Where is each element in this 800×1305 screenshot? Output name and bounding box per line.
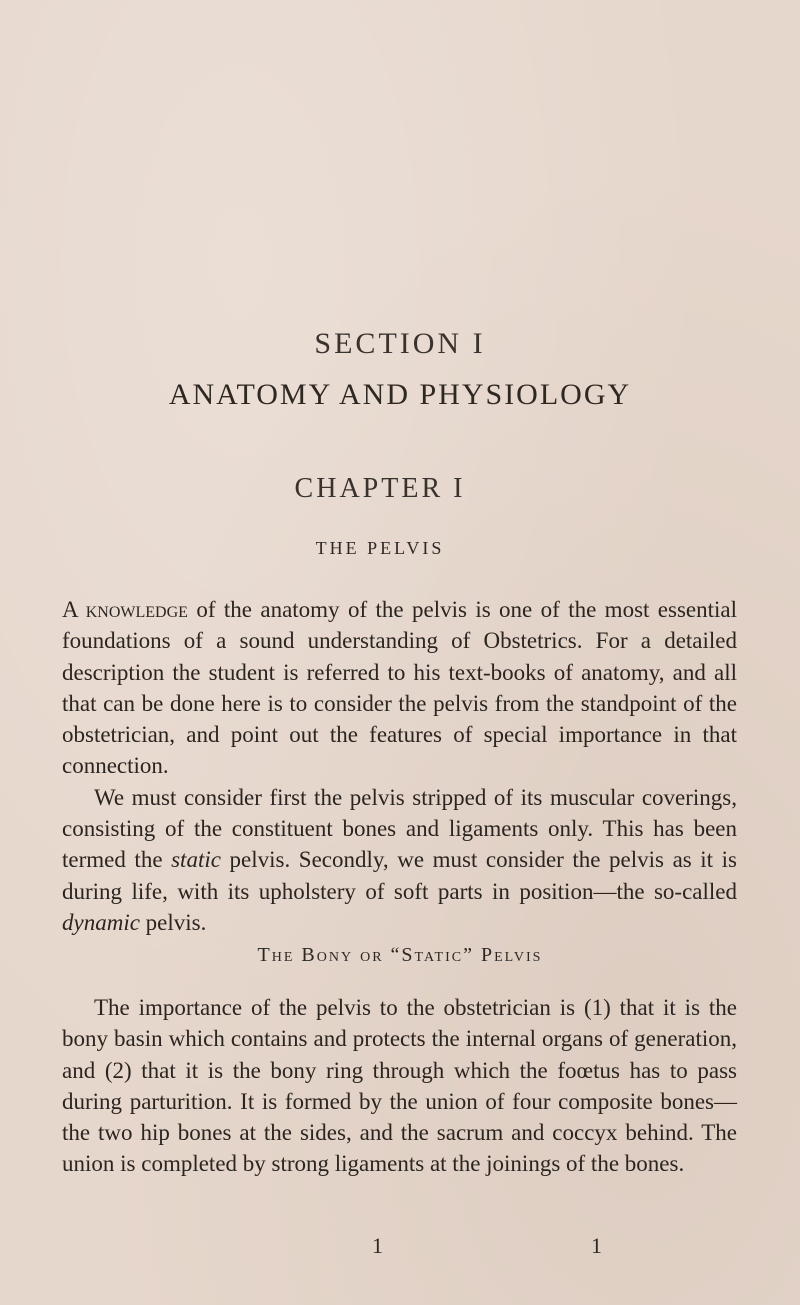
intro-paragraphs [62, 594, 737, 938]
intro-paragraph-1-text: of the anatomy of the pelvis is one of the most essential foundations of a sound understanding of Obstetrics. For a detailed description the student is referred to his text-books of anatomy, and all that can be done here is to consider the pelvis from the standpoint of the obstetrician, and point out the features of special importance in that connection. [62, 597, 737, 779]
static-term: static [171, 847, 221, 873]
bony-pelvis-section [62, 992, 737, 1180]
intro-paragraph-2-part-c: pelvis. [139, 909, 207, 935]
bony-pelvis-heading: The Bony or “Static” Pelvis [257, 944, 543, 966]
intro-paragraph-2-part-b: pelvis. Secondly, we must consider the pelvis as it is during life, with its upholstery of soft parts in position—the so-called [62, 847, 737, 904]
section-title: SECTION I [314, 327, 486, 360]
intro-paragraph-1 [62, 594, 737, 782]
page-number-right: 1 [591, 1233, 602, 1258]
intro-paragraph-2-part-a: We must consider first the pelvis stripped of its muscular coverings, consisting of the constituent bones and ligaments only. This has been termed the [62, 784, 737, 873]
page-number-left: 1 [372, 1233, 383, 1258]
section-subtitle: ANATOMY AND PHYSIOLOGY [168, 378, 632, 411]
intro-paragraph-2 [62, 782, 737, 938]
chapter-subtitle: THE PELVIS [315, 538, 445, 558]
intro-lead-words: A knowledge [62, 597, 188, 622]
chapter-title: CHAPTER I [294, 473, 466, 504]
bony-pelvis-paragraph: The importance of the pelvis to the obstetrician is (1) that it is the bony basin which contains and protects the internal organs of generation, and (2) that it is the bony ring through which the foœtus has to pass during parturition. It is formed by the union of four composite bones—the two hip bones at the sides, and the sacrum and coccyx behind. The union is completed by strong ligaments at the joinings of the bones. [62, 995, 737, 1177]
dynamic-term: dynamic [62, 909, 140, 935]
